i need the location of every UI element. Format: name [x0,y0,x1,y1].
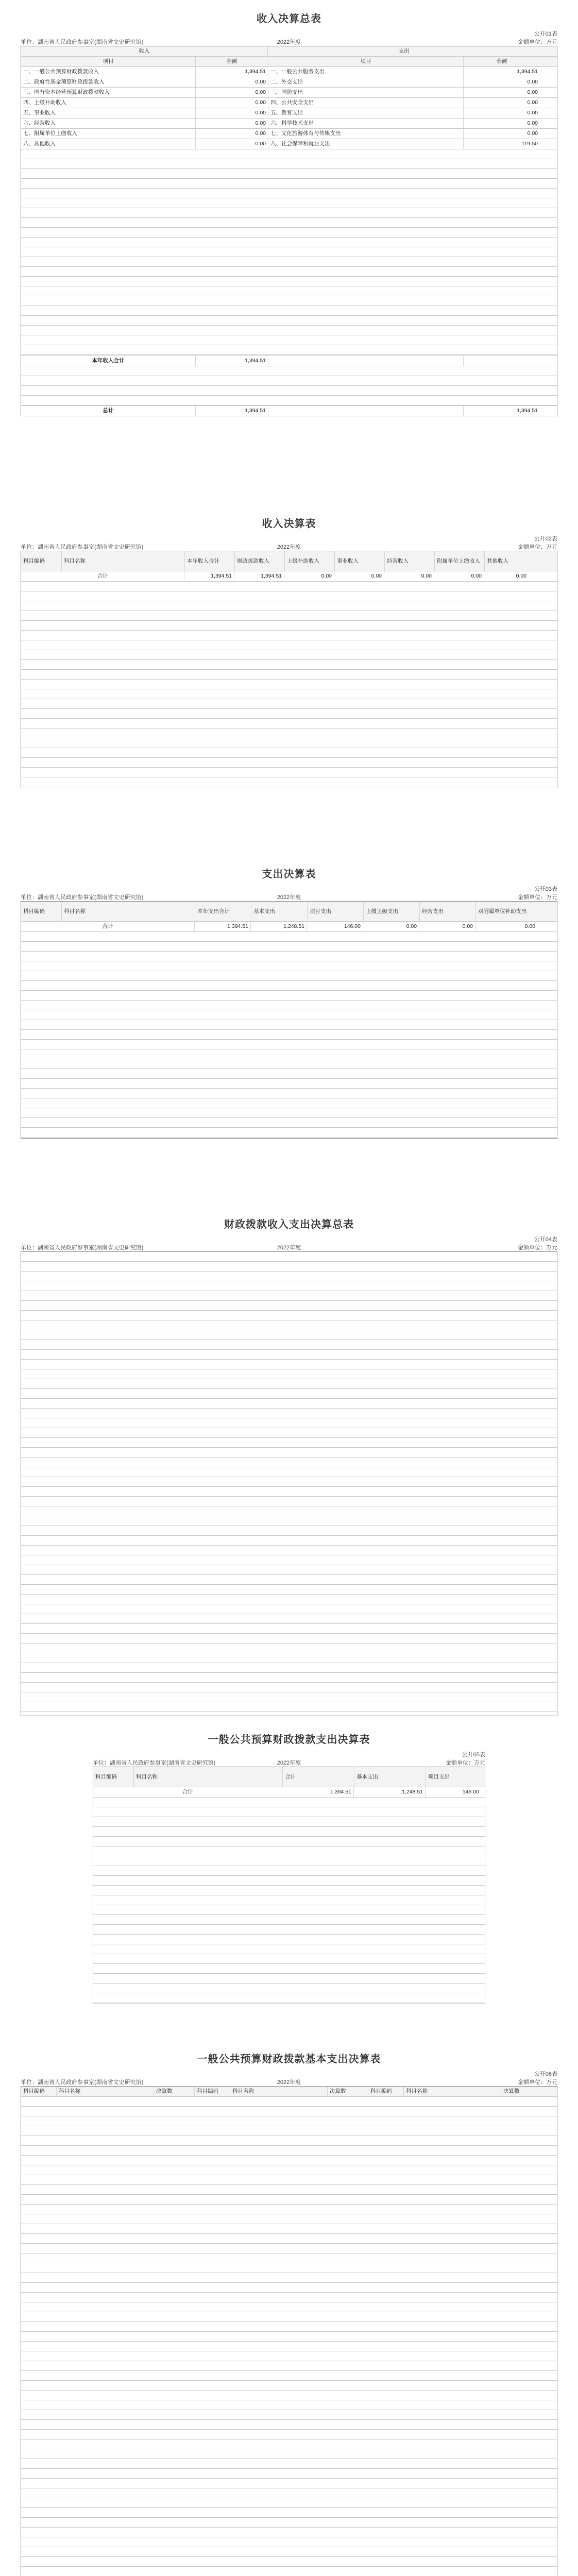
year-label: 2022年度 [277,544,301,550]
income-section [0,515,578,788]
year-label: 2022年度 [277,1760,301,1766]
table-row: 八、其他收入 0.00 八、社会保障和就业支出 119.50 [21,139,557,149]
year-label: 2022年度 [277,894,301,901]
section-title: 支出决算表 [262,869,316,880]
table-code: 公开02表 [534,536,557,542]
year-label: 2022年度 [277,39,301,45]
table-row: 总计 1,394.51 1,394.51 [21,405,557,416]
table-row: 五、事业收入 0.00 五、教育支出 0.00 [21,108,557,118]
basic-expenditure-table: 科目编码 科目名称 决算数 科目编码 科目名称 决算数 科目编码 科目名称 决算数 [21,2086,557,2576]
dept-label: 单位：湖南省人民政府参事室(湖南省文史研究馆) [93,1760,216,1766]
year-label: 2022年度 [277,2079,301,2086]
table-row: 四、上级补助收入 0.00 四、公共安全支出 0.00 [21,97,557,108]
table-code: 公开06表 [534,2071,557,2077]
table-row: 一、一般公共预算财政拨款收入 1,394.51 一、一般公共服务支出 1,394.51 [21,66,557,77]
section-title: 收入决算总表 [257,13,321,25]
section-title: 一般公共预算财政拨款支出决算表 [208,1734,370,1745]
table-row: 七、附属单位上缴收入 0.00 七、文化旅游体育与传媒支出 0.00 [21,128,557,139]
income-summary-section [0,10,578,416]
table-row: 六、经营收入 0.00 六、科学技术支出 0.00 [21,118,557,128]
expenditure-section [0,866,578,1139]
fiscal-summary-table [21,1251,557,1716]
expenditure-table: 科目编码 科目名称 本年支出合计 基本支出 项目支出 上缴上级支出 经营支出 对附属单位补助支出 合计 1,394.51 1,248.51 146.00 0.00 0.00 0.00 [21,901,557,1139]
table-row: 三、国有资本经营预算财政拨款收入 0.00 三、国防支出 0.00 [21,87,557,97]
dept-label: 单位：湖南省人民政府参事室(湖南省文史研究馆) [21,894,144,901]
unit-label: 金额单位：万元 [518,894,557,901]
year-label: 2022年度 [277,1245,301,1251]
unit-label: 金额单位：万元 [518,39,557,45]
unit-label: 金额单位：万元 [446,1760,485,1766]
fiscal-summary-section [0,1216,578,1716]
basic-expenditure-section [0,2050,578,2576]
dept-label: 单位：湖南省人民政府参事室(湖南省文史研究馆) [21,2079,144,2086]
dept-label: 单位：湖南省人民政府参事室(湖南省文史研究馆) [21,39,144,45]
section-title: 收入决算表 [262,518,316,530]
table-row: 合计 1,394.51 1,248.51 146.00 [93,1787,485,1797]
table-row: 二、政府性基金预算财政拨款收入 0.00 二、外交支出 0.00 [21,77,557,87]
section-title: 财政拨款收入支出决算总表 [224,1219,354,1230]
section-title: 一般公共预算财政拨款基本支出决算表 [197,2054,381,2065]
general-budget-table: 科目编码 科目名称 合计 基本支出 项目支出 合计 1,394.51 1,248.51 146.00 [93,1767,485,2004]
table-code: 公开01表 [534,31,557,37]
dept-label: 单位：湖南省人民政府参事室(湖南省文史研究馆) [21,544,144,550]
income-table: 科目编码 科目名称 本年收入合计 财政拨款收入 上级补助收入 事业收入 经营收入 附属单位上缴收入 其他收入 合计 1,394.51 1,394.51 0.00 0.00 0.00 0.00 0.00 [21,551,557,788]
table-row: 本年收入合计 1,394.51 [21,355,557,366]
unit-label: 金额单位：万元 [518,544,557,550]
unit-label: 金额单位：万元 [518,1245,557,1251]
table-code: 公开05表 [462,1752,485,1758]
table-row: 合计 1,394.51 1,248.51 146.00 0.00 0.00 0.00 [21,921,557,931]
table-code: 公开04表 [534,1236,557,1243]
table-row: 合计 1,394.51 1,394.51 0.00 0.00 0.00 0.00 0.00 [21,571,557,581]
dept-label: 单位：湖南省人民政府参事室(湖南省文史研究馆) [21,1245,144,1251]
table-code: 公开03表 [534,886,557,892]
income-summary-table: 收入 支出 项目 金额 项目 金额 一、一般公共预算财政拨款收入 1,394.51 一、一般公共服务支出 1,394.51 二、政府性基金预算财政拨款收入 0.00 二、外交支出 0.00 三、国有资本经营预算财政拨款收入 0.00 三、国防支出 0.00 四、上级补助收入 0.00 四、公共安全支出 0.00 五、事业收入 0.00 五、教育支出 0.00 六、经营收入 0.00 六、科学技术支出 0.00 七、附属单位上缴收入 0.00 七、文化旅游体育与传媒支出 0.00 八、其他收入 0.00 八、社会保障和就业支出 119.50 本年收入合计 1,394.51 总计 1,394.51 1,394.51 [21,46,557,416]
general-budget-section [0,1731,578,2004]
unit-label: 金额单位：万元 [518,2079,557,2086]
